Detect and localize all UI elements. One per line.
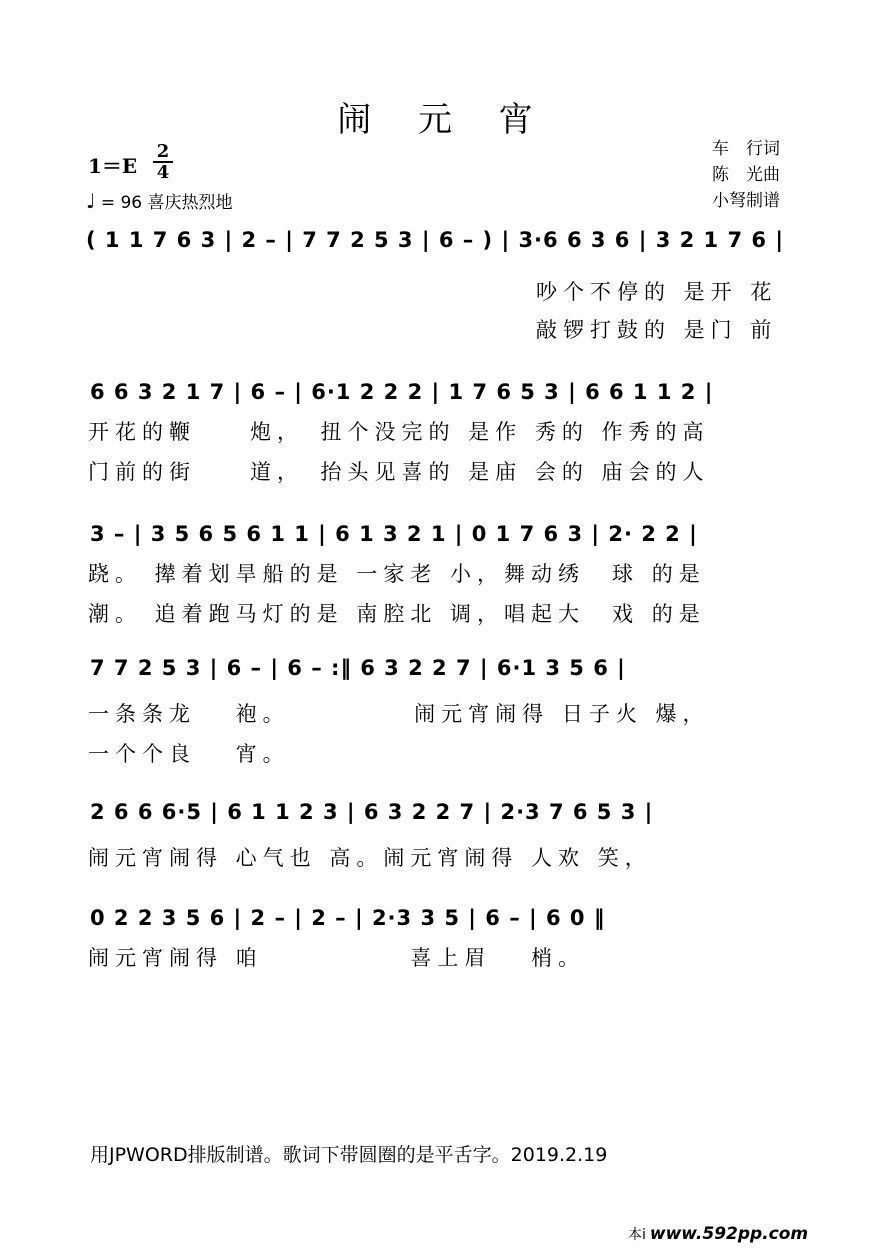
watermark-prefix: 本i [628, 1227, 646, 1243]
notes-row-5: 2 6 6 6·5 | 6 1 1 2 3 | 6 3 2 2 7 | 2·3 7 6 5 3 | [90, 800, 654, 824]
song-title: 闹 元 宵 [337, 100, 551, 140]
lyrics-row-3-verse-1: 跷。 撵着划旱船的是 一家老 小，舞动绣 球 的是 [88, 562, 706, 586]
lyrics-row-1-verse-1: 吵个不停的 是开 花 [536, 280, 778, 304]
tempo-text: = 96 喜庆热烈地 [100, 193, 233, 213]
lyrics-row-4-verse-2: 一个个良 宵。 [88, 742, 290, 766]
tempo-marking [86, 188, 233, 213]
arranger-credit: 小弩制谱 [712, 191, 780, 211]
notes-row-6: 0 2 2 3 5 6 | 2 – | 2 – | 2·3 3 5 | 6 – | 6 0 ‖ [90, 906, 606, 930]
lyricist-credit: 车 行词 [712, 139, 780, 159]
time-sig-top: 2 [156, 141, 170, 162]
lyrics-row-6-verse-1: 闹元宵闹得 咱 喜上眉 梢。 [88, 946, 586, 970]
notes-row-3: 3 – | 3 5 6 5 6 1 1 | 6 1 3 2 1 | 0 1 7 6 3 | 2· 2 2 | [90, 522, 698, 546]
watermark-url: www.592pp.com [649, 1224, 809, 1244]
lyrics-row-4-verse-1: 一条条龙 袍。 闹元宵闹得 日子火 爆， [88, 702, 710, 726]
notes-row-4: 7 7 2 5 3 | 6 – | 6 – :‖ 6 3 2 2 7 | 6·1 3 5 6 | [90, 656, 626, 680]
lyrics-row-2-verse-2: 门前的街 道， 抬头见喜的 是庙 会的 庙会的人 [88, 460, 710, 484]
notes-row-2: 6 6 3 2 1 7 | 6 – | 6·1 2 2 2 | 1 7 6 5 3 | 6 6 1 1 2 | [90, 380, 714, 404]
lyrics-row-5-verse-1: 闹元宵闹得 心气也 高。闹元宵闹得 人欢 笑， [88, 846, 652, 870]
time-signature [153, 143, 173, 181]
notes-row-1: ( 1 1 7 6 3 | 2 – | 7 7 2 5 3 | 6 – ) | 3·6 6 3 6 | 3 2 1 7 6 | [86, 228, 784, 252]
composer-credit: 陈 光曲 [712, 165, 780, 185]
key-signature: 1＝E [88, 154, 138, 178]
lyrics-row-1-verse-2: 敲锣打鼓的 是门 前 [536, 318, 778, 342]
watermark [628, 1224, 808, 1244]
footer-note: 用JPWORD排版制谱。歌词下带圆圈的是平舌字。2019.2.19 [90, 1144, 608, 1166]
lyrics-row-3-verse-2: 潮。 追着跑马灯的是 南腔北 调，唱起大 戏 的是 [88, 602, 706, 626]
lyrics-row-2-verse-1: 开花的鞭 炮， 扭个没完的 是作 秀的 作秀的高 [88, 420, 710, 444]
time-sig-bottom: 4 [156, 162, 170, 183]
quarter-note-icon: ♩ [86, 189, 96, 213]
